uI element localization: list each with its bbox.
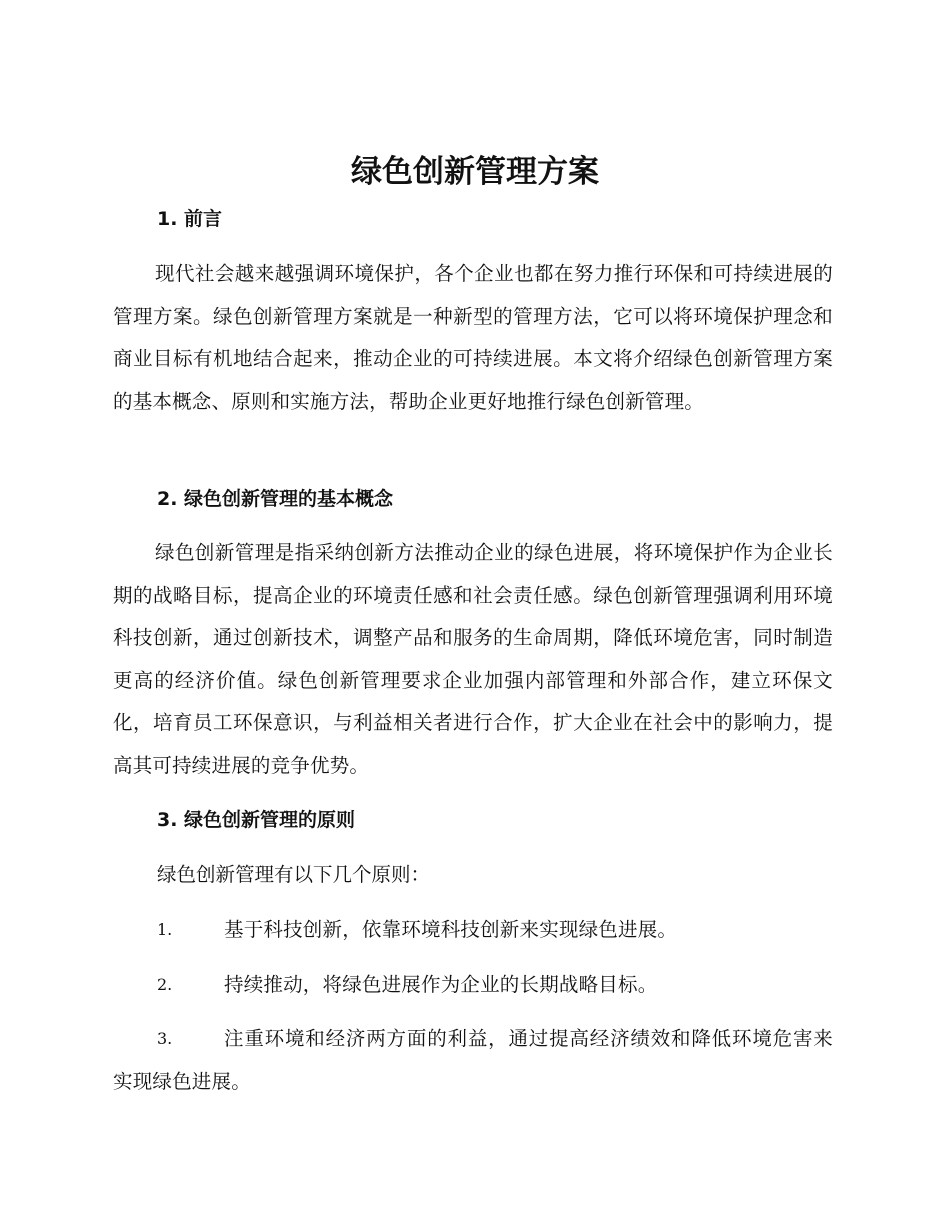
section-heading-principles: 3. 绿色创新管理的原则	[157, 809, 356, 831]
list-item-number: 3.	[157, 1029, 173, 1048]
section-heading-concept: 2. 绿色创新管理的基本概念	[157, 488, 394, 510]
list-item	[113, 1018, 833, 1103]
principles-intro: 绿色创新管理有以下几个原则：	[157, 863, 431, 886]
list-item-text: 基于科技创新，依靠环境科技创新来实现绿色进展。	[224, 918, 678, 941]
list-item	[113, 909, 833, 952]
section-paragraph-concept: 绿色创新管理是指采纳创新方法推动企业的绿色进展，将环境保护作为企业长期的战略目标，提高企业的环境责任感和社会责任感。绿色创新管理强调利用环境科技创新，通过创新技术，调整产品和服务的生命周期，降低环境危害，同时制造更高的经济价值。绿色创新管理要求企业加强内部管理和外部合作，建立环保文化，培育员工环保意识，与利益相关者进行合作，扩大企业在社会中的影响力，提高其可持续进展的竞争优势。	[113, 541, 833, 777]
section-heading-preface: 1. 前言	[157, 208, 223, 230]
section-paragraph-preface: 现代社会越来越强调环境保护，各个企业也都在努力推行环保和可持续进展的管理方案。绿色创新管理方案就是一种新型的管理方法，它可以将环境保护理念和商业目标有机地结合起来，推动企业的可持续进展。本文将介绍绿色创新管理方案的基本概念、原则和实施方法，帮助企业更好地推行绿色创新管理。	[113, 262, 833, 413]
list-item	[113, 964, 833, 1007]
list-item-text: 持续推动，将绿色进展作为企业的长期战略目标。	[224, 973, 658, 996]
list-item-text: 注重环境和经济两方面的利益，通过提高经济绩效和降低环境危害来实现绿色进展。	[113, 1027, 833, 1093]
list-item-number: 1.	[157, 920, 173, 939]
list-item-number: 2.	[157, 975, 173, 994]
document-title: 绿色创新管理方案	[351, 154, 599, 190]
